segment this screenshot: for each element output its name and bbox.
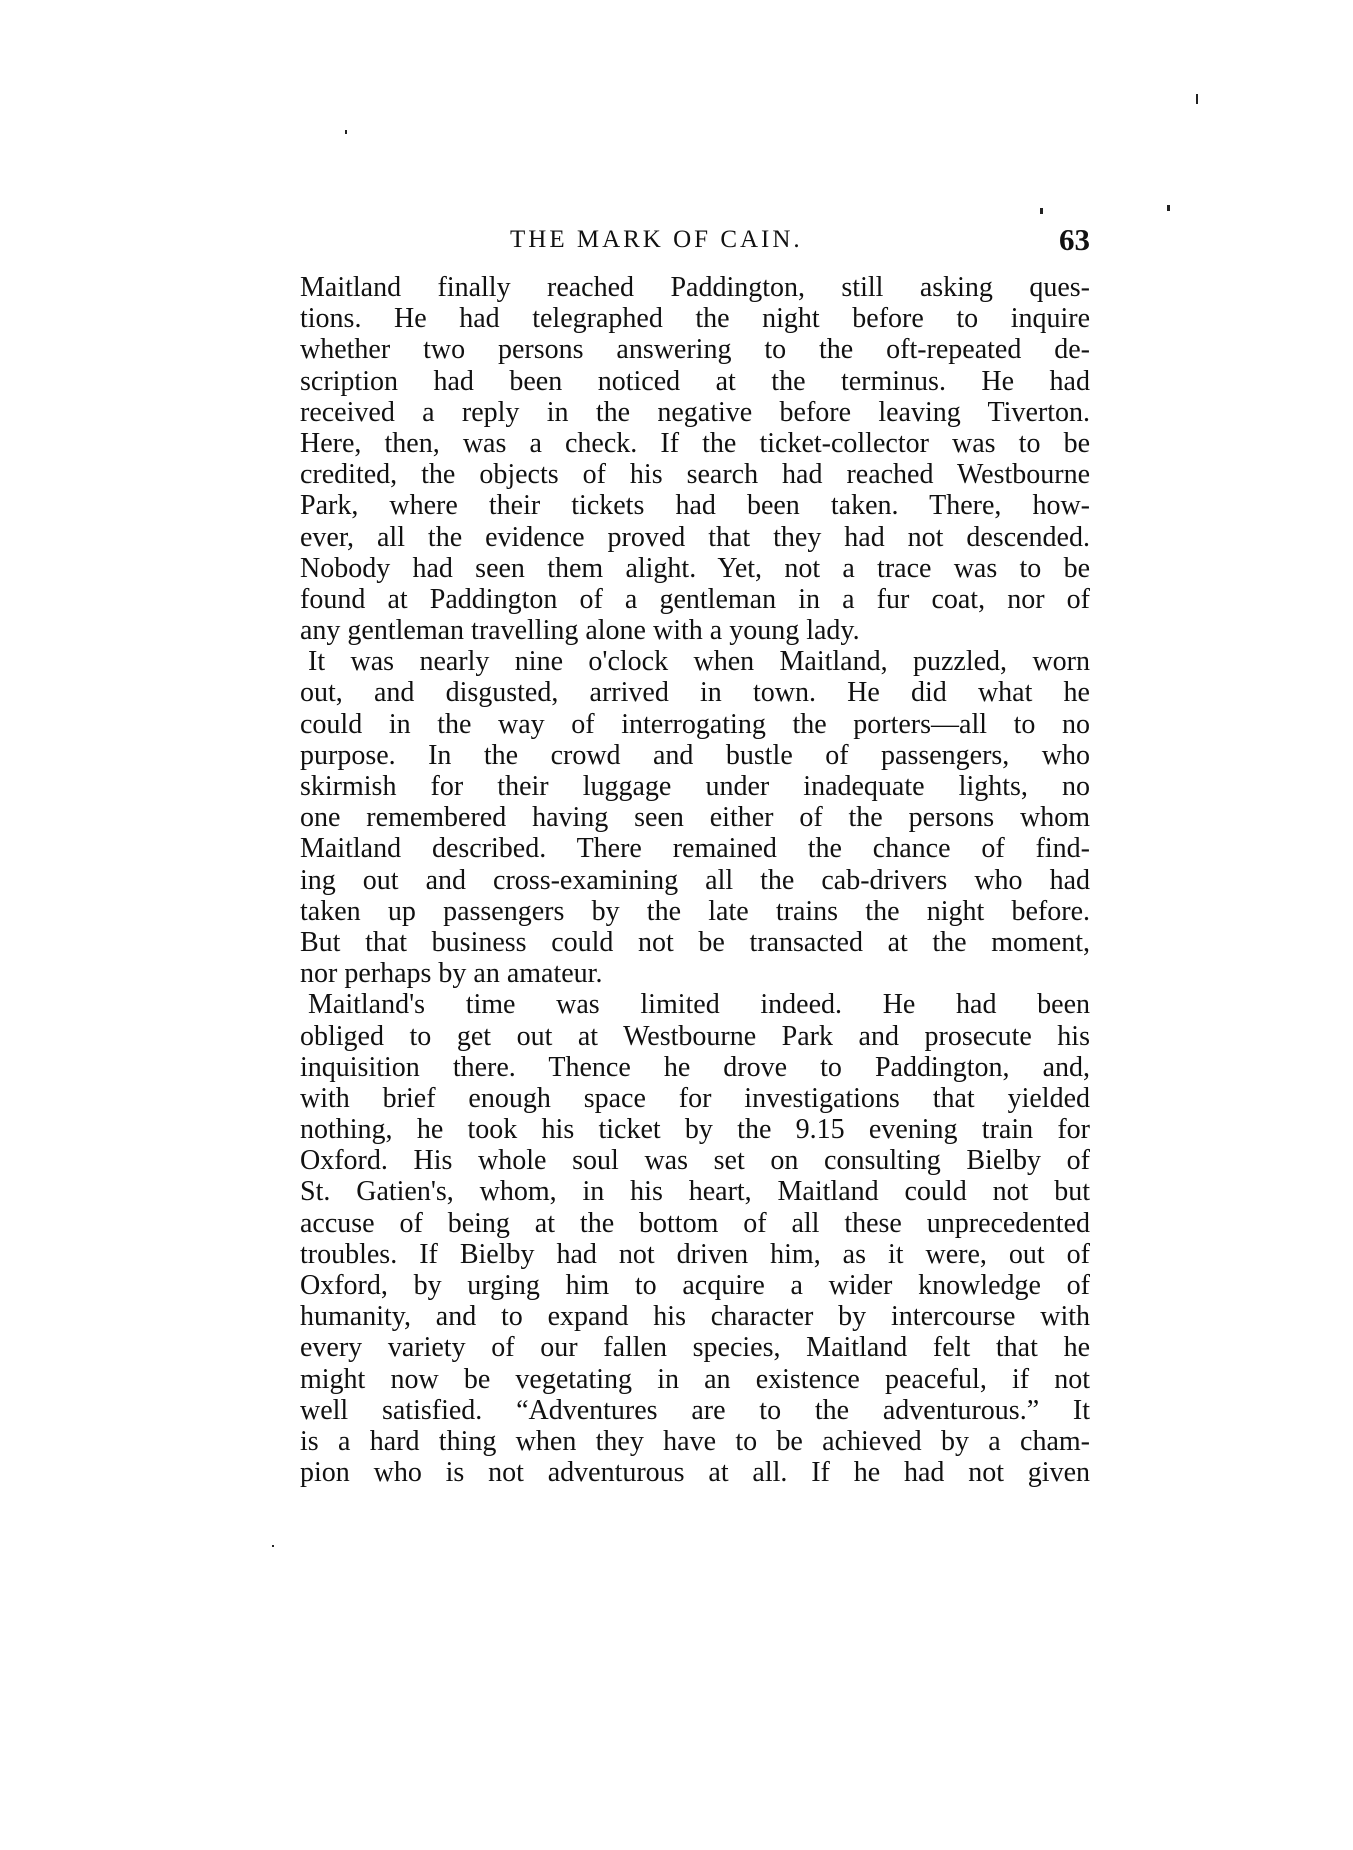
- scan-speck: [1167, 205, 1170, 211]
- running-title: THE MARK OF CAIN.: [510, 226, 803, 253]
- text-line: whether two persons answering to the oft-repeated de-: [300, 334, 1090, 366]
- text-line: troubles. If Bielby had not driven him, as it were, out of: [300, 1238, 1090, 1270]
- body-text: [300, 272, 1090, 1488]
- page-number: 63: [1059, 222, 1090, 257]
- text-line: out, and disgusted, arrived in town. He did what he: [300, 677, 1090, 709]
- text-line: accuse of being at the bottom of all these unprecedented: [300, 1207, 1090, 1239]
- paragraph: [300, 272, 1090, 646]
- scan-speck: [1196, 94, 1198, 104]
- text-line: Here, then, was a check. If the ticket-collector was to be: [300, 427, 1090, 459]
- text-line: one remembered having seen either of the persons whom: [300, 802, 1090, 834]
- text-line: It was nearly nine o'clock when Maitland, puzzled, worn: [308, 646, 1090, 678]
- scan-speck: [1040, 208, 1043, 214]
- text-line: obliged to get out at Westbourne Park and prosecute his: [300, 1020, 1090, 1052]
- text-line: pion who is not adventurous at all. If he had not given: [300, 1457, 1090, 1489]
- text-line: ing out and cross-examining all the cab-drivers who had: [300, 864, 1090, 896]
- text-line: Maitland finally reached Paddington, still asking ques-: [300, 272, 1090, 303]
- text-line: nothing, he took his ticket by the 9.15 evening train for: [300, 1114, 1090, 1146]
- text-line: Maitland described. There remained the chance of find-: [300, 833, 1090, 865]
- text-line: found at Paddington of a gentleman in a fur coat, nor of: [300, 583, 1090, 615]
- text-line: any gentleman travelling alone with a young lady.: [300, 615, 860, 647]
- text-line: Oxford, by urging him to acquire a wider knowledge of: [300, 1270, 1090, 1301]
- text-line: ever, all the evidence proved that they had not descended.: [300, 521, 1090, 553]
- text-line: humanity, and to expand his character by intercourse with: [300, 1301, 1090, 1333]
- text-line: credited, the objects of his search had reached Westbourne: [300, 459, 1090, 491]
- scan-speck: [272, 1545, 274, 1547]
- text-line: scription had been noticed at the terminus. He had: [300, 365, 1090, 397]
- paragraph: [300, 646, 1090, 989]
- text-line: St. Gatien's, whom, in his heart, Maitland could not but: [300, 1176, 1090, 1208]
- text-line: Park, where their tickets had been taken. There, how-: [300, 490, 1090, 522]
- paragraph: [300, 989, 1090, 1488]
- text-line: might now be vegetating in an existence peaceful, if not: [300, 1363, 1090, 1395]
- text-line: skirmish for their luggage under inadequate lights, no: [300, 771, 1090, 802]
- text-line: well satisfied. “Adventures are to the adventurous.” It: [300, 1394, 1090, 1426]
- text-line: purpose. In the crowd and bustle of passengers, who: [300, 739, 1090, 771]
- text-line: taken up passengers by the late trains the night before.: [300, 895, 1090, 927]
- text-line: could in the way of interrogating the porters—all to no: [300, 708, 1090, 740]
- text-line: every variety of our fallen species, Maitland felt that he: [300, 1332, 1090, 1364]
- text-line: received a reply in the negative before leaving Tiverton.: [300, 396, 1090, 428]
- text-line: Maitland's time was limited indeed. He had been: [308, 989, 1090, 1021]
- text-line: nor perhaps by an amateur.: [300, 958, 603, 990]
- text-line: with brief enough space for investigations that yielded: [300, 1082, 1090, 1114]
- page-header: [300, 222, 1090, 262]
- text-line: Nobody had seen them alight. Yet, not a trace was to be: [300, 552, 1090, 584]
- text-line: tions. He had telegraphed the night before to inquire: [300, 303, 1090, 335]
- text-line: Oxford. His whole soul was set on consulting Bielby of: [300, 1145, 1090, 1177]
- scan-speck: [345, 130, 347, 134]
- text-line: inquisition there. Thence he drove to Paddington, and,: [300, 1051, 1090, 1083]
- text-line: But that business could not be transacted at the moment,: [300, 926, 1090, 958]
- text-line: is a hard thing when they have to be achieved by a cham-: [300, 1425, 1090, 1457]
